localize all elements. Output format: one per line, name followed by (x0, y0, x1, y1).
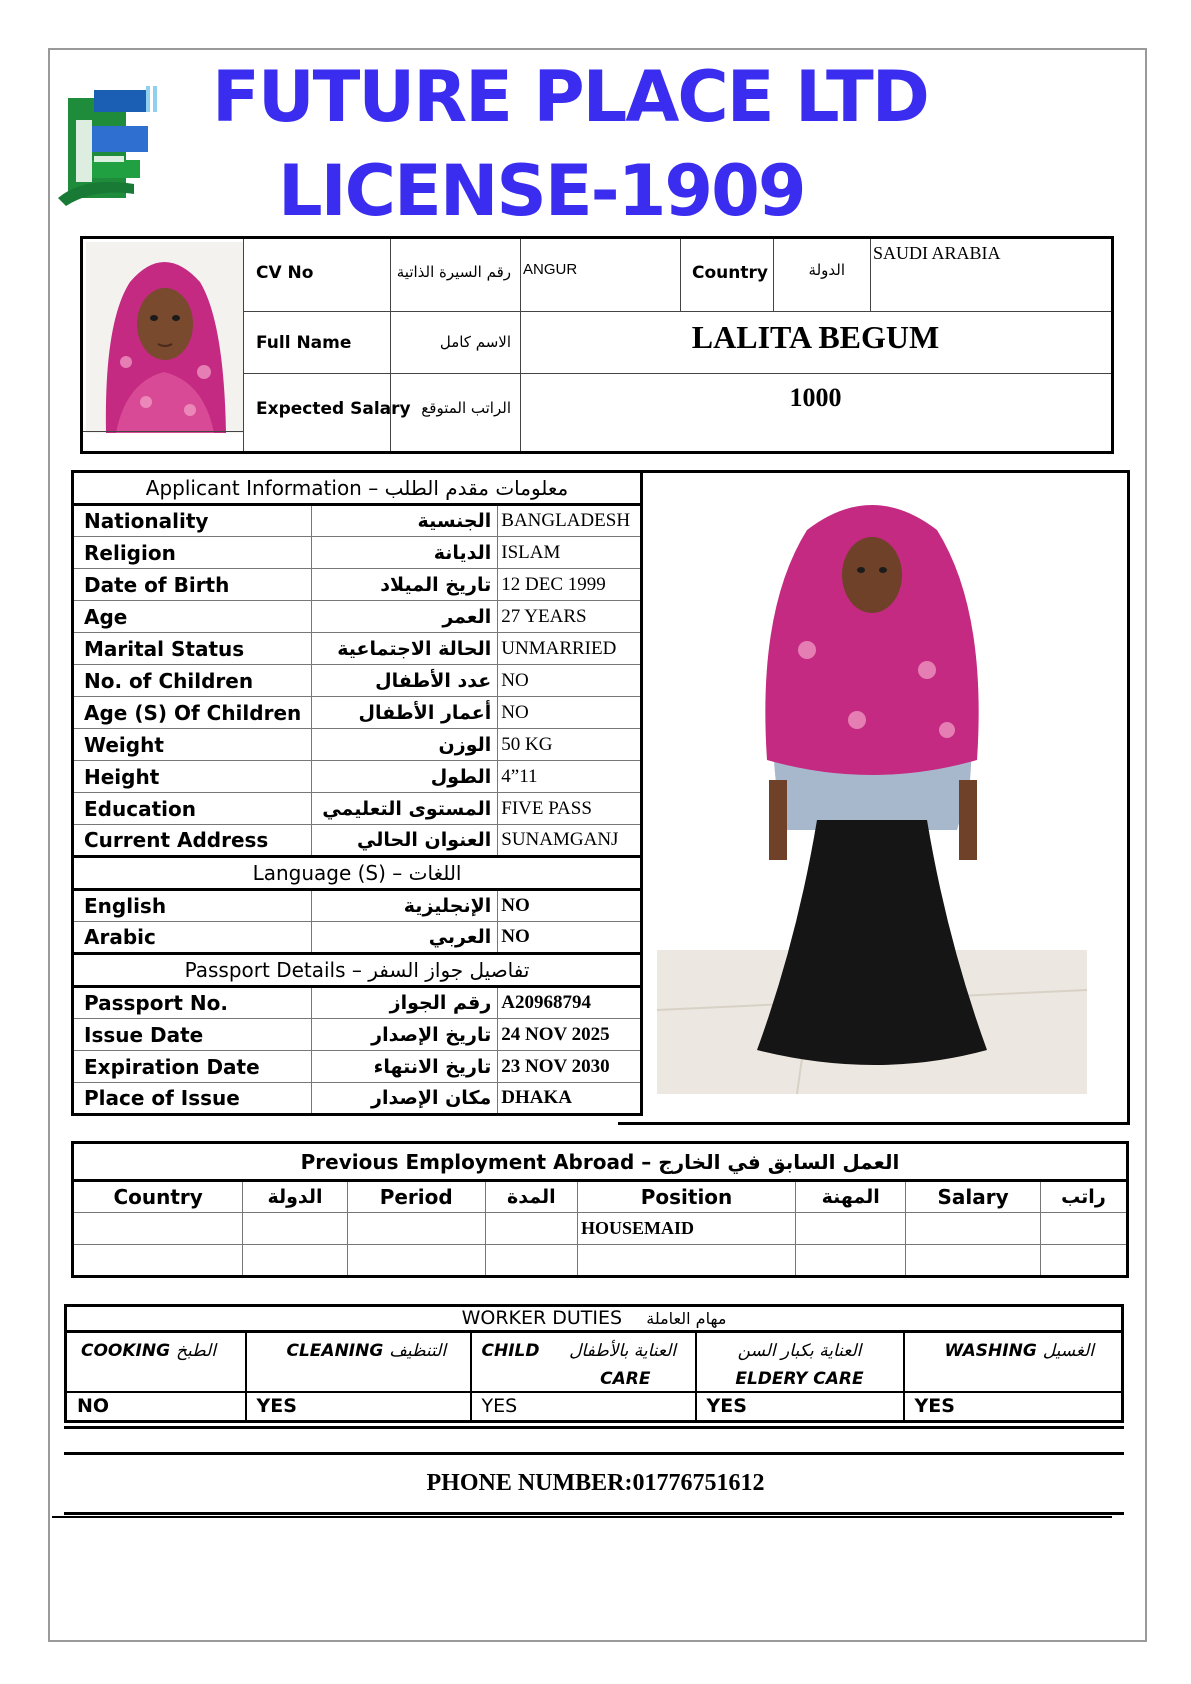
row-label: Date of Birth (73, 569, 312, 601)
duty-answer: YES (471, 1392, 696, 1422)
column-header: Position (578, 1181, 796, 1213)
table-row (73, 697, 642, 729)
row-label-ar: الوزن (312, 729, 498, 761)
duty-label-extra: CARE (600, 1369, 651, 1389)
divider (64, 1452, 1124, 1455)
passport-title: Passport Details – تفاصيل جواز السفر (73, 954, 642, 987)
row-label: Weight (73, 729, 312, 761)
row-label: English (73, 890, 312, 922)
cv-no-value: ANGUR (523, 261, 578, 278)
table-row (73, 890, 642, 922)
duty-elderly-care (696, 1332, 904, 1392)
table-row (73, 922, 642, 954)
row-label-ar: الجنسية (312, 505, 498, 537)
column-header: Country (73, 1181, 243, 1213)
row-value: 12 DEC 1999 (498, 569, 642, 601)
row-value: 27 YEARS (498, 601, 642, 633)
row-value: SUNAMGANJ (498, 825, 642, 857)
table-row (73, 825, 642, 857)
duty-answer: YES (246, 1392, 471, 1422)
table-row (73, 1051, 642, 1083)
applicant-full-length-photo (657, 490, 1087, 1094)
row-label: Religion (73, 537, 312, 569)
table-row (73, 761, 642, 793)
column-header-ar: الدولة (243, 1181, 348, 1213)
duty-answer: YES (904, 1392, 1123, 1422)
duty-answer: YES (696, 1392, 904, 1422)
row-label-ar: تاريخ الميلاد (312, 569, 498, 601)
row-value: NO (498, 697, 642, 729)
expected-salary-label: Expected Salary (256, 399, 411, 419)
divider (64, 1426, 1124, 1429)
divider (64, 1512, 1124, 1515)
expected-salary-value: 1000 (789, 383, 842, 412)
phone-number: PHONE NUMBER:01776751612 (426, 1470, 765, 1496)
row-label: Nationality (73, 505, 312, 537)
table-row (73, 1083, 642, 1115)
row-label: Education (73, 793, 312, 825)
row-label-ar: الديانة (312, 537, 498, 569)
row-label-ar: تاريخ الإصدار (312, 1019, 498, 1051)
worker-duties-title (66, 1306, 1123, 1332)
full-name-label-ar: الاسم كامل (439, 333, 511, 351)
table-row (73, 601, 642, 633)
previous-employment-table (71, 1141, 1129, 1278)
duties-row (66, 1332, 1123, 1392)
row-value: DHAKA (498, 1083, 642, 1115)
duty-label: CLEANING (286, 1341, 384, 1361)
duty-label-ar: العناية بالأطفال (569, 1341, 677, 1361)
row-label: Passport No. (73, 987, 312, 1019)
duty-label-ar: العناية بكبار السن (737, 1341, 862, 1361)
row-value: A20968794 (498, 987, 642, 1019)
applicant-portrait-photo (86, 242, 243, 433)
row-label: Expiration Date (73, 1051, 312, 1083)
row-label-ar: عدد الأطفال (312, 665, 498, 697)
table-row (73, 633, 642, 665)
position-value: HOUSEMAID (578, 1213, 796, 1245)
country-label-ar: الدولة (808, 261, 845, 279)
cv-summary-box (80, 236, 1114, 454)
license-number: LICENSE-1909 (278, 150, 805, 232)
column-header-ar: راتب (1040, 1181, 1127, 1213)
duty-label: COOKING (81, 1341, 171, 1361)
column-header: Salary (906, 1181, 1040, 1213)
row-value: NO (498, 922, 642, 954)
duty-label-ar: الطبخ (175, 1341, 216, 1361)
expected-salary-label-ar: الراتب المتوقع (421, 399, 511, 417)
row-label: Current Address (73, 825, 312, 857)
duty-label: WASHING (944, 1341, 1037, 1361)
row-label-ar: الإنجليزية (312, 890, 498, 922)
row-label: Marital Status (73, 633, 312, 665)
column-header-ar: المدة (485, 1181, 577, 1213)
row-label-ar: مكان الإصدار (312, 1083, 498, 1115)
row-value: NO (498, 890, 642, 922)
row-label-ar: الطول (312, 761, 498, 793)
table-row (73, 729, 642, 761)
cv-no-label-ar: رقم السيرة الذاتية (396, 263, 511, 281)
row-label-ar: الحالة الاجتماعية (312, 633, 498, 665)
row-label-ar: العربي (312, 922, 498, 954)
row-value: NO (498, 665, 642, 697)
country-label: Country (692, 263, 768, 283)
table-row (73, 1245, 1128, 1277)
row-label: No. of Children (73, 665, 312, 697)
row-label-ar: العمر (312, 601, 498, 633)
previous-employment-title: Previous Employment Abroad – العمل السابق في الخارج (73, 1143, 1128, 1181)
table-row (73, 1213, 1128, 1245)
column-header-ar: المهنة (796, 1181, 906, 1213)
table-row (73, 665, 642, 697)
table-row (73, 793, 642, 825)
row-label-ar: المستوى التعليمي (312, 793, 498, 825)
cv-no-label: CV No (256, 263, 314, 283)
duty-washing (904, 1332, 1123, 1392)
row-value: ISLAM (498, 537, 642, 569)
duty-label: CHILD (481, 1341, 540, 1361)
worker-duties-title-en: WORKER DUTIES (461, 1307, 623, 1329)
row-label-ar: رقم الجواز (312, 987, 498, 1019)
row-label: Issue Date (73, 1019, 312, 1051)
row-value: 50 KG (498, 729, 642, 761)
applicant-info-title: Applicant Information – معلومات مقدم الطلب (73, 472, 642, 505)
row-value: 4”11 (498, 761, 642, 793)
row-label-ar: تاريخ الانتهاء (312, 1051, 498, 1083)
duty-label-extra: ELDERY CARE (735, 1369, 864, 1389)
divider (52, 1516, 1112, 1518)
country-value: SAUDI ARABIA (873, 243, 1001, 263)
duty-label-ar: التنظيف (389, 1341, 447, 1361)
duty-answer: NO (66, 1392, 246, 1422)
answers-row (66, 1392, 1123, 1422)
column-header: Period (347, 1181, 485, 1213)
row-value: 23 NOV 2030 (498, 1051, 642, 1083)
table-header-row (73, 1181, 1128, 1213)
table-row (73, 505, 642, 537)
full-name-value: LALITA BEGUM (691, 319, 940, 355)
row-value: UNMARRIED (498, 633, 642, 665)
duty-cooking (66, 1332, 246, 1392)
row-value: BANGLADESH (498, 505, 642, 537)
table-row (73, 537, 642, 569)
row-label: Height (73, 761, 312, 793)
future-place-logo-icon (54, 80, 164, 220)
applicant-info-table (71, 470, 643, 1116)
row-label-ar: العنوان الحالي (312, 825, 498, 857)
worker-duties-title-ar: مهام العاملة (646, 1309, 727, 1328)
table-row (73, 1019, 642, 1051)
row-label: Arabic (73, 922, 312, 954)
duty-label-ar: الغسيل (1042, 1341, 1094, 1361)
row-label: Age (S) Of Children (73, 697, 312, 729)
duty-cleaning (246, 1332, 471, 1392)
row-label: Place of Issue (73, 1083, 312, 1115)
company-name: FUTURE PLACE LTD (212, 56, 928, 138)
table-row (73, 987, 642, 1019)
duty-child-care (471, 1332, 696, 1392)
row-label-ar: أعمار الأطفال (312, 697, 498, 729)
worker-duties-table (64, 1304, 1124, 1423)
row-value: FIVE PASS (498, 793, 642, 825)
row-label: Age (73, 601, 312, 633)
full-name-label: Full Name (256, 333, 352, 353)
table-row (73, 569, 642, 601)
language-title: Language (S) – اللغات (73, 857, 642, 890)
row-value: 24 NOV 2025 (498, 1019, 642, 1051)
